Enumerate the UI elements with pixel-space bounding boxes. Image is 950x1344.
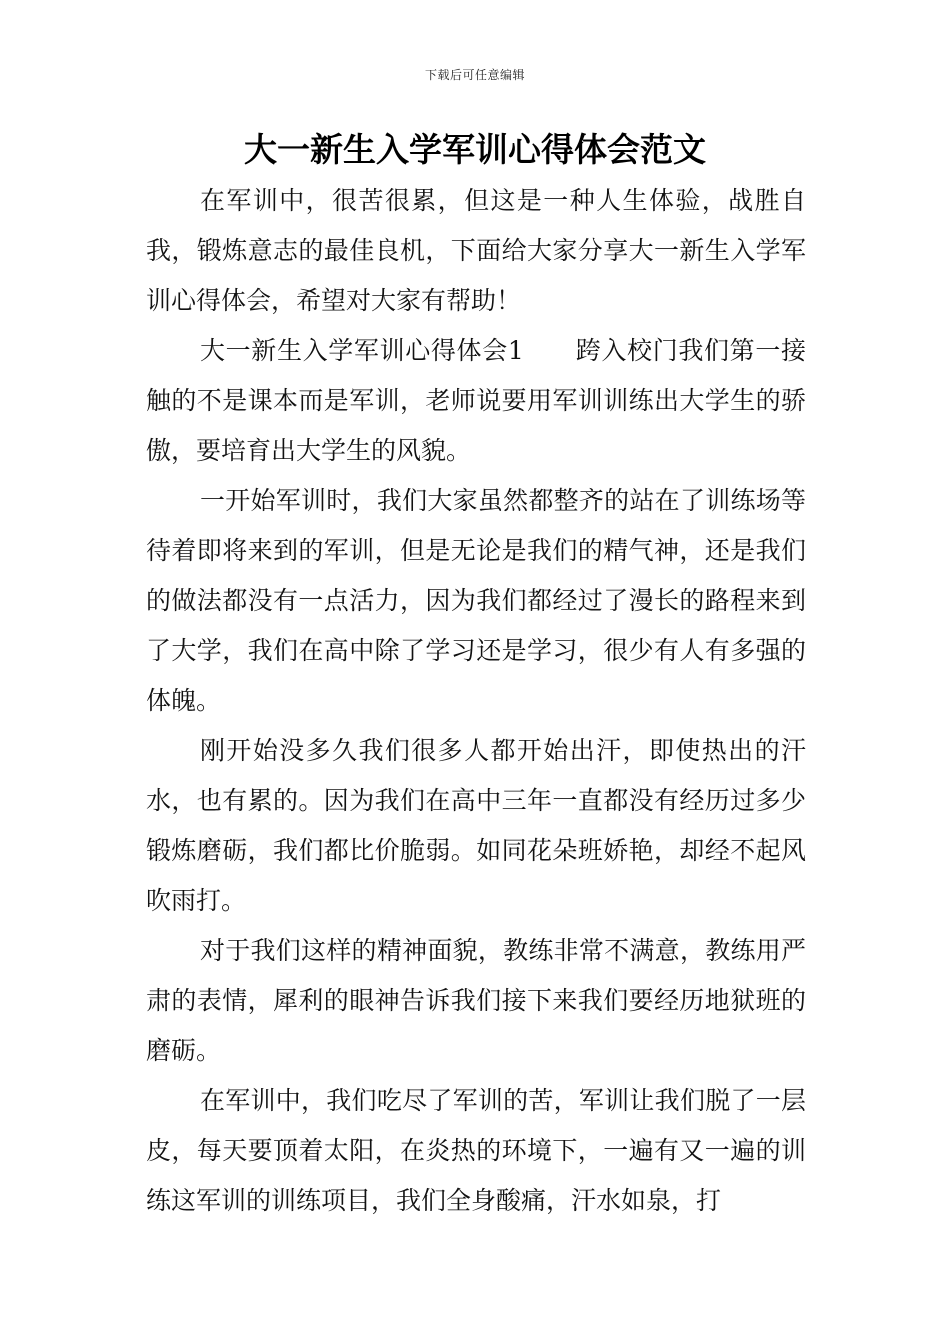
paragraph-instructor: 对于我们这样的精神面貌，教练非常不满意，教练用严肃的表情，犀利的眼神告诉我们接下来我们要经历地狱班的磨砺。 [146,936,806,1065]
paragraph-training-start: 一开始军训时，我们大家虽然都整齐的站在了训练场等待着即将来到的军训，但是无论是我们的精气神，还是我们的做法都没有一点活力，因为我们都经过了漫长的路程来到了大学，我们在高中除了学习还是学习，很少有人有多强的体魄。 [146,486,806,715]
paragraph-hardship: 在军训中，我们吃尽了军训的苦，军训让我们脱了一层皮，每天要顶着太阳，在炎热的环境下，一遍有又一遍的训练这军训的训练项目，我们全身酸痛，汗水如泉，打 [146,1086,806,1215]
paragraph-section-1: 大一新生入学军训心得体会1 跨入校门我们第一接触的不是课本而是军训，老师说要用军训训练出大学生的骄傲，要培育出大学生的风貌。 [146,336,806,465]
header-note: 下载后可任意编辑 [424,68,525,82]
document-title: 大一新生入学军训心得体会范文 [244,130,706,169]
paragraph-intro: 在军训中，很苦很累，但这是一种人生体验，战胜自我，锻炼意志的最佳良机，下面给大家分享大一新生入学军训心得体会，希望对大家有帮助！ [146,186,806,315]
paragraph-sweating: 刚开始没多久我们很多人都开始出汗，即使热出的汗水，也有累的。因为我们在高中三年一直都没有经历过多少锻炼磨砺，我们都比价脆弱。如同花朵班娇艳，却经不起风吹雨打。 [146,736,806,915]
document-body [146,176,806,1226]
